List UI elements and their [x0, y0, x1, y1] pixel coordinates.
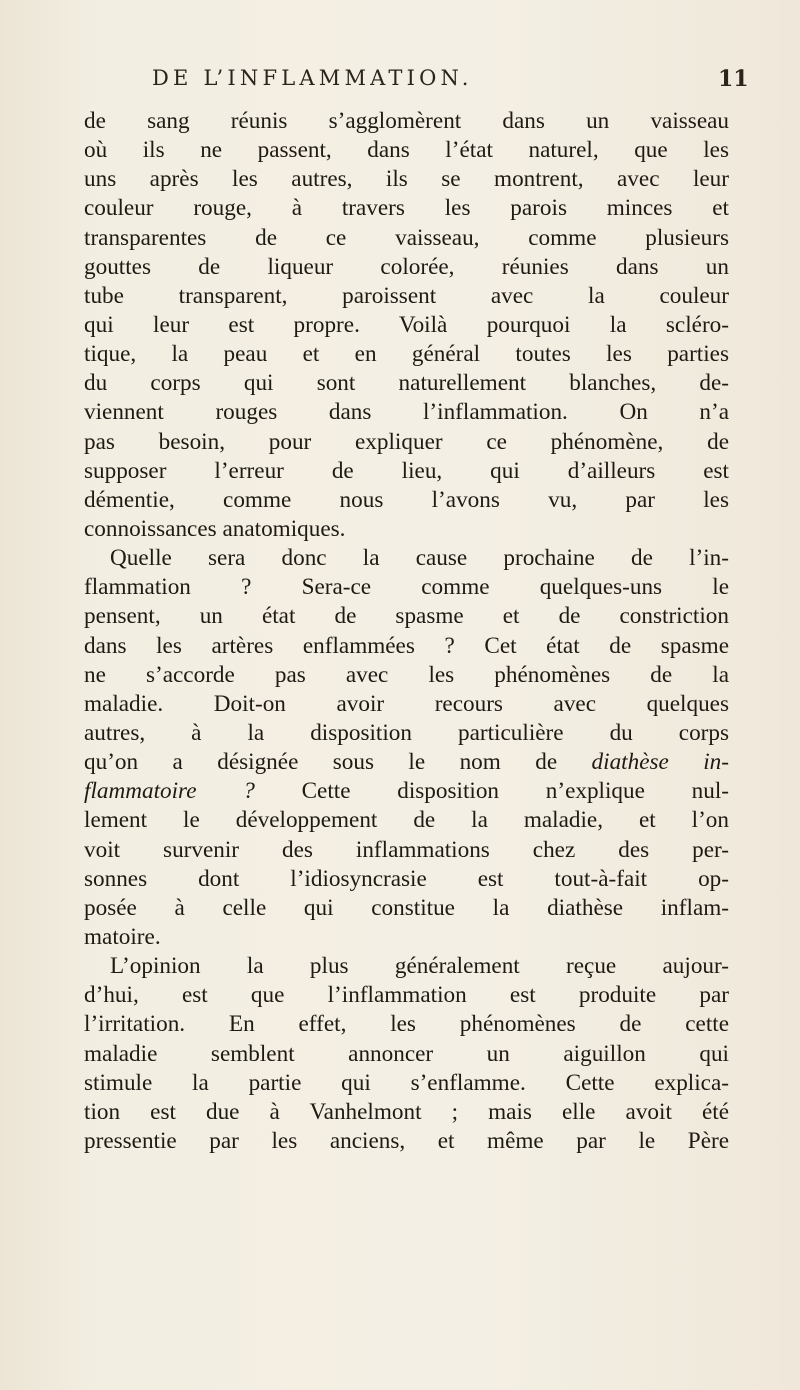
italic-term: flammatoire ?	[84, 778, 255, 805]
text-line: tube transparent, paroissent avec la couleur	[84, 282, 729, 309]
paragraph-end-line: matoire.	[84, 923, 161, 950]
text-line: pas besoin, pour expliquer ce phénomène, de	[84, 428, 729, 455]
text-line: ne s’accorde pas avec les phénomènes de la	[84, 661, 729, 688]
text-line: stimule la partie qui s’enflamme. Cette explica-	[84, 1069, 729, 1096]
italic-term: diathèse in-	[591, 749, 729, 776]
text-line: maladie. Doit-on avoir recours avec quelques	[84, 690, 729, 717]
text-line: flammation ? Sera-ce comme quelques-uns le	[84, 574, 729, 601]
text-line: l’irritation. En effet, les phénomènes de cette	[84, 1011, 729, 1038]
text-line: gouttes de liqueur colorée, réunies dans un	[84, 253, 729, 280]
body-text	[84, 107, 729, 1156]
text-line-with-italic	[84, 748, 729, 777]
text-line: couleur rouge, à travers les parois minces et	[84, 195, 729, 222]
text-line: démentie, comme nous l’avons vu, par les	[84, 486, 729, 513]
text-line: pressentie par les anciens, et même par le Père	[84, 1127, 729, 1154]
text-line: autres, à la disposition particulière du corps	[84, 719, 729, 746]
text-line-with-italic	[84, 777, 729, 806]
text-line: viennent rouges dans l’inflammation. On n’a	[84, 399, 729, 426]
text-line: pensent, un état de spasme et de constriction	[84, 603, 729, 630]
line-text: qu’on a désignée sous le nom de	[84, 749, 592, 776]
paragraph-end-line: connoissances anatomiques.	[84, 515, 346, 542]
page-header	[0, 66, 800, 96]
line-text: Cette disposition n’explique nul-	[254, 778, 729, 805]
text-line: posée à celle qui constitue la diathèse inflam-	[84, 894, 729, 921]
text-line: du corps qui sont naturellement blanches, de-	[84, 370, 729, 397]
text-line: lement le développement de la maladie, et l’on	[84, 807, 729, 834]
text-line: tique, la peau et en général toutes les parties	[84, 341, 729, 368]
text-line: voit survenir des inflammations chez des per-	[84, 836, 729, 863]
text-line: d’hui, est que l’inflammation est produite par	[84, 982, 729, 1009]
text-line: maladie semblent annoncer un aiguillon qui	[84, 1040, 729, 1067]
text-line: sonnes dont l’idiosyncrasie est tout-à-fait op-	[84, 865, 729, 892]
page-number: 11	[718, 66, 749, 92]
running-title: DE L’INFLAMMATION.	[152, 66, 473, 90]
text-line: transparentes de ce vaisseau, comme plusieurs	[84, 224, 729, 251]
text-line: de sang réunis s’agglomèrent dans un vaisseau	[84, 108, 729, 134]
text-line: dans les artères enflammées ? Cet état de spasme	[84, 632, 729, 659]
text-line: uns après les autres, ils se montrent, avec leur	[84, 166, 729, 193]
text-line: tion est due à Vanhelmont ; mais elle avoit été	[84, 1098, 729, 1125]
text-line: supposer l’erreur de lieu, qui d’ailleurs est	[84, 457, 729, 484]
text-line: où ils ne passent, dans l’état naturel, que les	[84, 137, 729, 164]
text-line: qui leur est propre. Voilà pourquoi la scléro-	[84, 311, 729, 338]
paragraph-start-line: L’opinion la plus généralement reçue aujour-	[110, 953, 729, 980]
paragraph-start-line: Quelle sera donc la cause prochaine de l’in-	[110, 545, 729, 572]
